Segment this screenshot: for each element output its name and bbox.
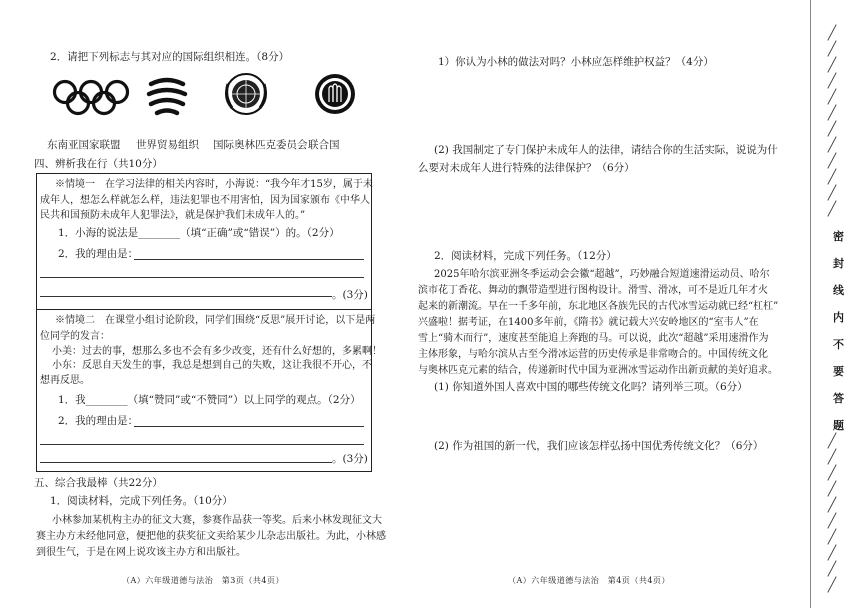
scenario-2-q1: 1．我________（填“赞同”或“不赞同”）以上同学的观点。（2分）	[58, 394, 361, 406]
material-2-sub-1: (1) 你知道外国人喜欢中国的哪些传统文化吗？请列举三项。（6分）	[434, 381, 748, 393]
scenario-1-q1: 1．小海的说法是________（填“正确”或“错误”）的。（2分）	[58, 227, 340, 239]
binding-dash	[827, 72, 836, 88]
answer-line[interactable]	[40, 462, 332, 463]
scenario-2-line-2: 位同学的发言：	[40, 331, 110, 342]
binding-dash	[827, 88, 836, 104]
binding-dash	[827, 200, 836, 216]
binding-dash	[827, 560, 836, 576]
binding-char: 要	[833, 365, 844, 378]
scenario-1-line-1: ※情境一 在学习法律的相关内容时，小海说：“我今年才15岁，属于未	[55, 179, 373, 190]
page-footer-left: （A）六年级道德与法治 第3页（共4页）	[122, 576, 284, 585]
binding-dash	[827, 24, 836, 40]
scenario-1-q2: 2．我的理由是：	[58, 248, 139, 260]
wto-logo-icon	[145, 74, 189, 118]
material-2-line-5: 雪上“骑木而行”，速度甚至能追上奔跑的马。可以说，此次“超越”采用速滑作为	[418, 333, 769, 344]
olympic-rings-icon	[52, 78, 130, 116]
binding-dash	[827, 448, 836, 464]
scenario-2-line-5: 想再反思。	[40, 375, 90, 386]
section-4-title: 四、辨析我在行（共10分）	[34, 158, 163, 170]
material-2-title: 2．阅读材料，完成下列任务。（12分）	[434, 250, 617, 262]
answer-line[interactable]	[134, 426, 364, 427]
scenario-divider	[36, 309, 372, 310]
section-5-title: 五、综合我最棒（共22分）	[34, 477, 163, 489]
binding-dash	[827, 576, 836, 592]
binding-dash	[827, 40, 836, 56]
binding-char: 不	[833, 338, 844, 351]
binding-char: 内	[833, 311, 844, 324]
material-1-line-2: 赛主办方未经他同意，便把他的获奖征文卖给某少儿杂志出版社。为此，小林感	[36, 531, 386, 542]
binding-dash	[827, 104, 836, 120]
right-q1: 1）你认为小林的做法对吗？小林应怎样维护权益？（4分）	[438, 56, 714, 68]
scenario-2-q2: 2．我的理由是：	[58, 415, 139, 427]
material-2-line-1: 2025年哈尔滨亚洲冬季运动会会徽“超越”，巧妙融合短道速滑运动员、哈尔	[434, 269, 770, 280]
binding-dash	[827, 184, 836, 200]
answer-line[interactable]	[40, 296, 332, 297]
org-label-asean: 东南亚国家联盟	[47, 139, 121, 151]
scenario-1-line-2: 成年人，想怎么样就怎么样，违法犯罪也不用害怕，因为国家颁布《中华人	[40, 195, 370, 206]
scenario-1-line-3: 民共和国预防未成年人犯罪法》，就是保护我们未成年人的。”	[40, 210, 306, 221]
binding-dash	[827, 168, 836, 184]
binding-dash	[827, 544, 836, 560]
material-2-line-6: 主体形象，与哈尔滨从古至今滑冰运营的历史传承是非常吻合的。中国传统文化	[418, 349, 768, 360]
org-label-un: 联合国	[308, 139, 340, 151]
right-q2-line-2: 么要对未成年人进行特殊的法律保护？（6分）	[418, 162, 635, 174]
binding-dash	[827, 432, 836, 448]
material-1-title: 1．阅读材料，完成下列任务。（10分）	[50, 495, 233, 507]
answer-line[interactable]	[40, 277, 364, 278]
binding-dash	[827, 464, 836, 480]
answer-line[interactable]	[40, 444, 364, 445]
un-emblem-icon	[222, 72, 270, 118]
binding-dash	[827, 56, 836, 72]
binding-char: 密	[833, 230, 844, 243]
scenario-1-score: 。(3分)	[332, 289, 368, 301]
scenario-2-score: 。(3分)	[332, 453, 368, 465]
page-footer-right: （A）六年级道德与法治 第4页（共4页）	[508, 576, 670, 585]
material-2-sub-2: (2) 作为祖国的新一代，我们应该怎样弘扬中国优秀传统文化？（6分）	[434, 440, 764, 452]
material-2-line-7: 与奥林匹克元素的结合，传递新时代中国为亚洲冰雪运动作出新贡献的美好追求。	[418, 365, 778, 376]
binding-dash	[827, 496, 836, 512]
binding-margin-rule	[810, 0, 811, 608]
binding-dash	[827, 152, 836, 168]
binding-dash	[827, 528, 836, 544]
binding-dash	[827, 480, 836, 496]
material-2-line-3: 起来的新潮流。早在一千多年前，东北地区各族先民的古代冰雪运动就已经“杠杠”	[418, 301, 779, 312]
material-1-line-3: 到很生气，于是在网上说攻该主办方和出版社。	[36, 547, 246, 558]
scenario-2-line-1: ※情境二 在课堂小组讨论阶段，同学们围绕“反思”展开讨论，以下是两	[55, 315, 376, 326]
binding-dash	[827, 120, 836, 136]
binding-dash	[827, 512, 836, 528]
asean-logo-icon	[313, 72, 357, 116]
right-q2-line-1: (2) 我国制定了专门保护未成年人的法律，请结合你的生活实际，说说为什	[434, 144, 778, 156]
question-2-title: 2．请把下列标志与其对应的国际组织相连。（8分）	[50, 51, 290, 63]
answer-line[interactable]	[134, 259, 364, 260]
scenario-2-line-3: 小美：过去的事，想那么多也不会有多少改变，还有什么好想的，多累啊！	[52, 346, 382, 357]
binding-char: 线	[833, 284, 844, 297]
org-label-ioc: 国际奥林匹克委员会	[213, 139, 308, 151]
material-1-line-1: 小林参加某机构主办的征文大赛，参赛作品获一等奖。后来小林发现征文大	[52, 515, 382, 526]
material-2-line-2: 滨市花丁香花、舞动的飘带造型进行图构设计。滑雪、滑冰，可不是近几年才火	[418, 285, 768, 296]
binding-char: 封	[833, 257, 844, 270]
scenario-2-line-4: 小东：反思自天发生的事，我总是想到自己的失败，这让我很不开心，不	[52, 360, 372, 371]
material-2-line-4: 兴盛啦！据考证，在1400多年前，《隋书》就记载大兴安岭地区的“室韦人”在	[418, 317, 759, 328]
binding-dash	[827, 136, 836, 152]
org-label-wto: 世界贸易组织	[136, 139, 199, 151]
binding-char: 答	[833, 392, 844, 405]
binding-char: 题	[833, 419, 844, 432]
